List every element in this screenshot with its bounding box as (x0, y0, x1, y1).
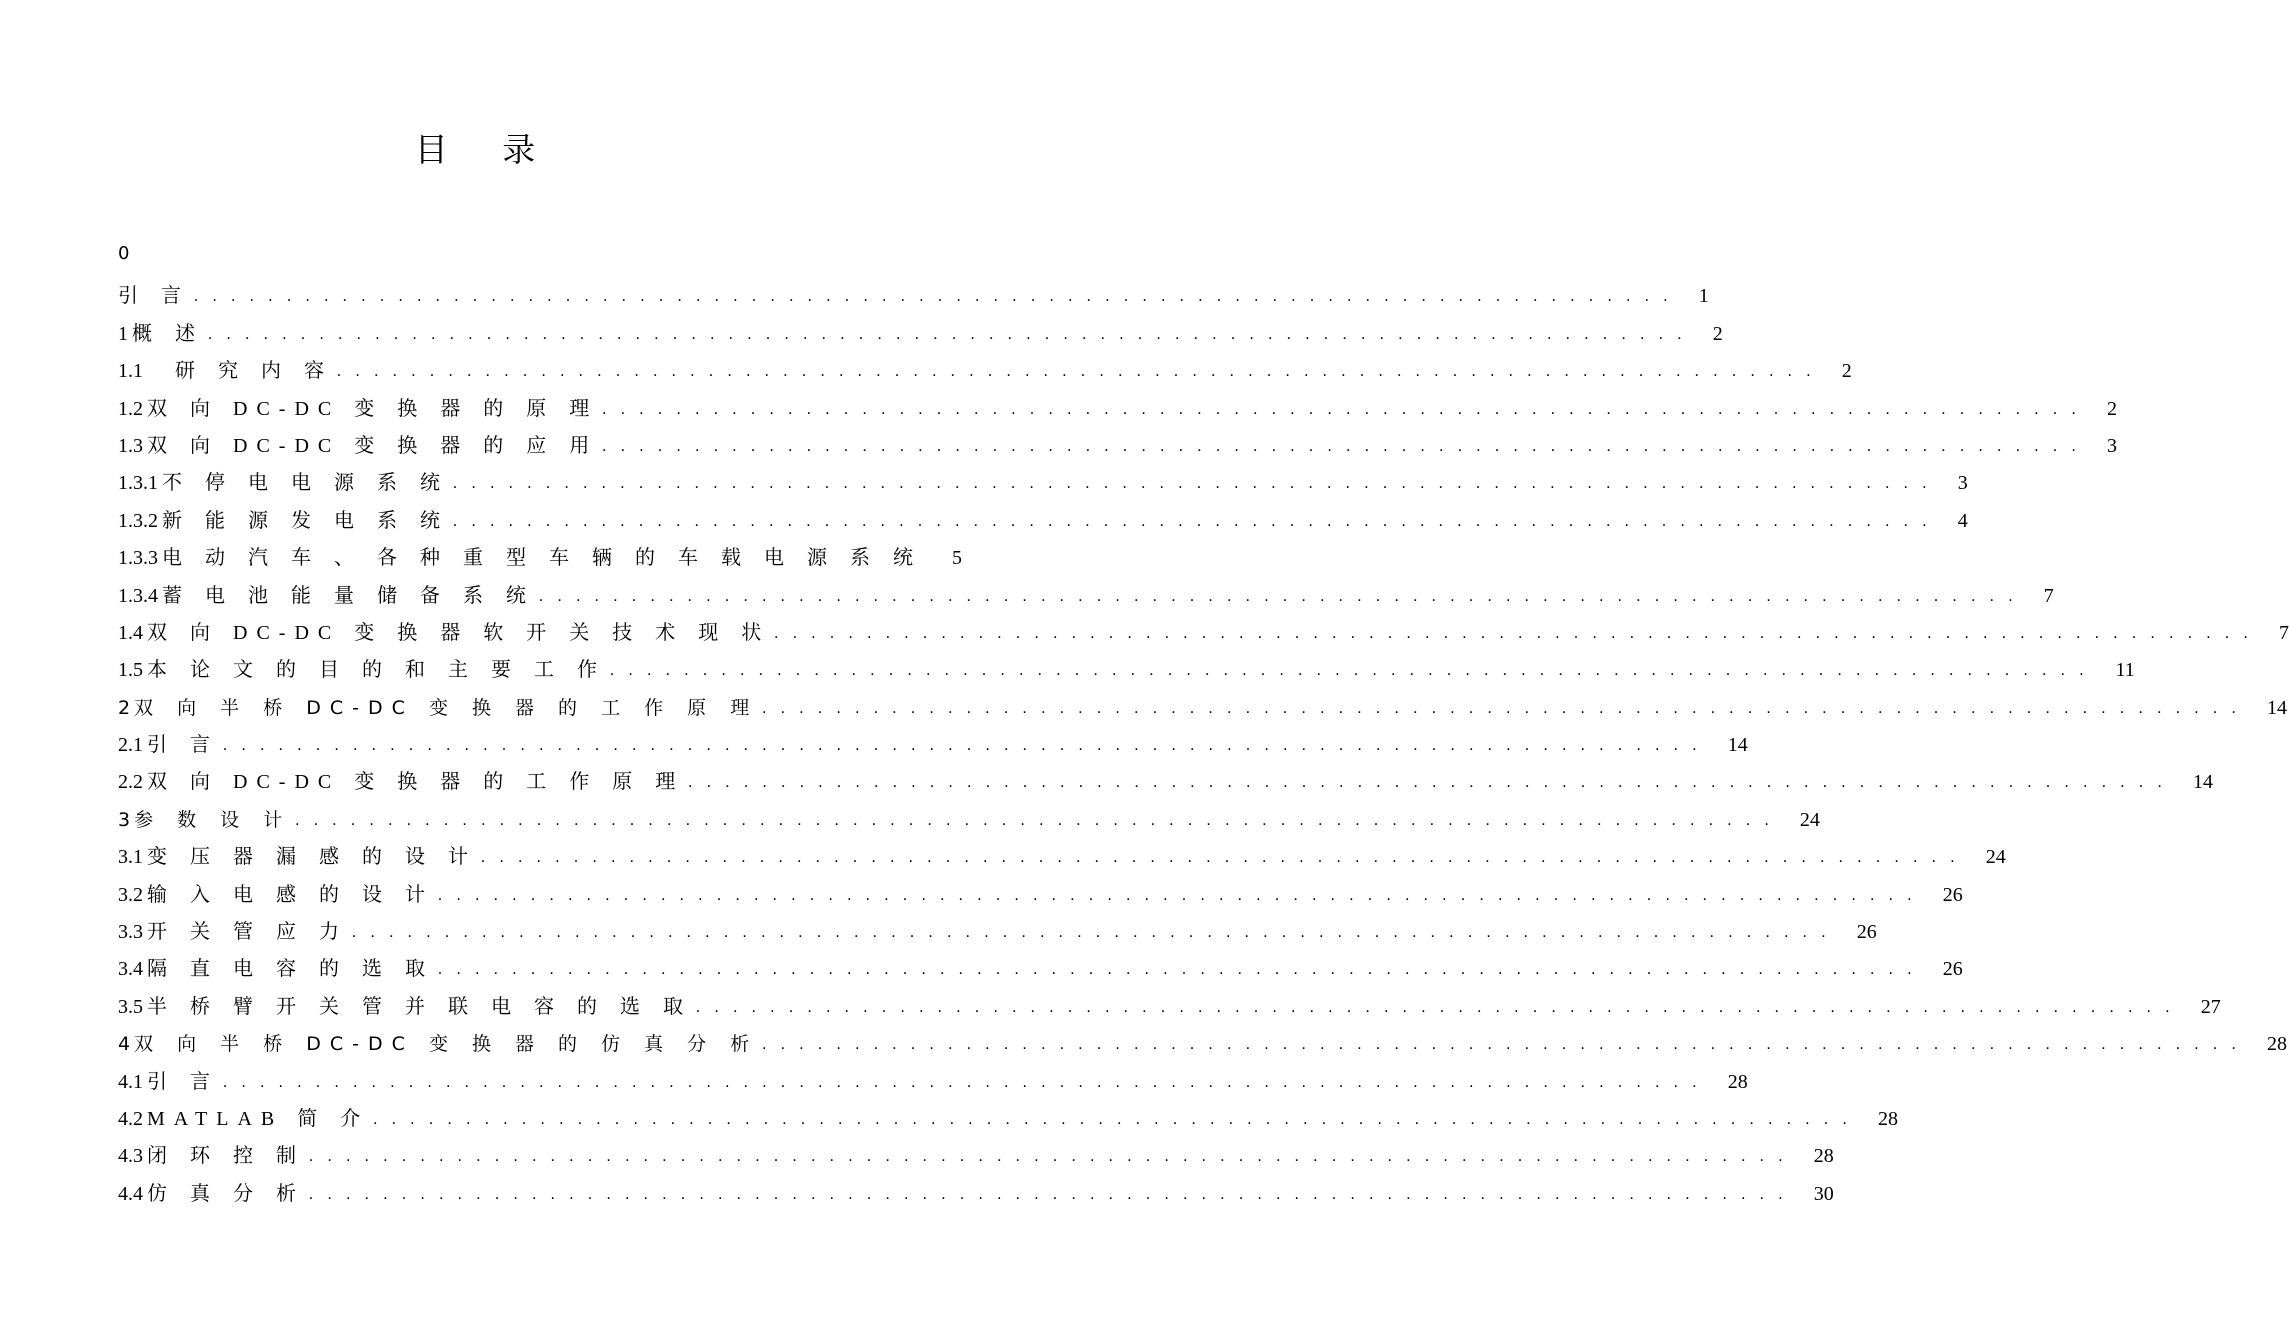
toc-entry-number: 2.1 (118, 734, 143, 757)
toc-entry-number: 1.5 (118, 659, 143, 682)
toc-entry-title: 变 压 器 漏 感 的 设 计 (147, 846, 477, 869)
toc-entry-number: 3.3 (118, 921, 143, 944)
toc-entry-page: 14 (1727, 734, 1748, 757)
toc-entry-number: 3.4 (118, 958, 143, 981)
toc-entry-number: 1.3 (118, 434, 143, 457)
toc-dot-leader: . . . . . . . . . . . . . . . . . . . . . . . . . . . . . . . . . . . . . . . . . . . . . . . . . . . . . . . . . . . . . . . . . . . . . . . . . . . . . . . . (453, 512, 1932, 530)
toc-dot-leader: . . . . . . . . . . . . . . . . . . . . . . . . . . . . . . . . . . . . . . . . . . . . . . . . . . . . . . . . . . . . . . . . . . . . . . . . . . . . . . . . (223, 737, 1702, 755)
toc-entry-page: 28 (2266, 1033, 2287, 1056)
toc-entry-title: 输 入 电 感 的 设 计 (147, 883, 434, 906)
toc-entry[interactable] (118, 422, 2117, 459)
toc-entry[interactable] (118, 1132, 1834, 1169)
toc-entry-title: 双 向 半 桥 DC-DC 变 换 器 的 工 作 原 理 (134, 696, 759, 719)
toc-entry-label (118, 1106, 373, 1132)
toc-entry-number: 3.1 (118, 846, 143, 869)
toc-entry-page: 28 (1813, 1145, 1834, 1168)
toc-entry-label (118, 583, 539, 609)
toc-entry-label (118, 620, 774, 646)
toc-entry-page: 30 (1813, 1182, 1834, 1205)
toc-dot-leader: . . . . . . . . . . . . . . . . . . . . . . . . . . . . . . . . . . . . . . . . . . . . . . . . . . . . . . . . . . . . . . . . . . . . . . . . . . . . . . . . (610, 662, 2089, 680)
toc-entry[interactable] (118, 795, 1820, 832)
toc-entry-title: 引 言 (118, 285, 190, 308)
toc-entry-title: 双 向 DC-DC 变 换 器 的 应 用 (147, 434, 599, 457)
toc-entry[interactable] (118, 683, 2287, 720)
toc-entry-page: 14 (2266, 696, 2287, 719)
toc-entry-page: 26 (1942, 958, 1963, 981)
toc-entry[interactable] (118, 758, 2213, 795)
table-of-contents (118, 272, 2289, 1207)
toc-entry-number: 4.1 (118, 1070, 143, 1093)
toc-entry-page: 27 (2200, 995, 2221, 1018)
toc-entry[interactable] (118, 1095, 1898, 1132)
toc-entry-label (118, 769, 688, 795)
toc-entry[interactable] (118, 1057, 1748, 1094)
toc-entry-title: 隔 直 电 容 的 选 取 (147, 958, 434, 981)
toc-entry-page: 24 (1985, 846, 2006, 869)
toc-entry-number: 1.3.2 (118, 509, 158, 532)
toc-entry[interactable] (118, 534, 962, 571)
toc-entry-page: 3 (2106, 434, 2117, 457)
toc-dot-leader: . . . . . . . . . . . . . . . . . . . . . . . . . . . . . . . . . . . . . . . . . . . . . . . . . . . . . . . . . . . . . . . . . . . . . . . . . . . . . . . . (309, 1148, 1788, 1166)
toc-entry-page: 4 (1957, 509, 1968, 532)
toc-entry-number: 1.3.1 (118, 472, 158, 495)
toc-dot-leader: . . . . . . . . . . . . . . . . . . . . . . . . . . . . . . . . . . . . . . . . . . . . . . . . . . . . . . . . . . . . . . . . . . . . . . . . . . . . . . . . (453, 475, 1932, 493)
toc-entry-number: 4.3 (118, 1145, 143, 1168)
toc-dot-leader: . . . . . . . . . . . . . . . . . . . . . . . . . . . . . . . . . . . . . . . . . . . . . . . . . . . . . . . . . . . . . . . . . . . . . . . . . . . . . . . . (539, 587, 2018, 605)
toc-entry-page: 11 (2115, 659, 2135, 682)
toc-entry[interactable] (118, 309, 1723, 346)
toc-entry-page: 5 (952, 547, 962, 570)
toc-entry[interactable] (118, 1020, 2287, 1057)
toc-entry-number: 1.3.3 (118, 547, 158, 570)
toc-entry-title: 参 数 设 计 (134, 808, 292, 831)
toc-entry-page: 3 (1957, 472, 1968, 495)
toc-entry-page: 7 (2278, 621, 2289, 644)
toc-dot-leader: . . . . . . . . . . . . . . . . . . . . . . . . . . . . . . . . . . . . . . . . . . . . . . . . . . . . . . . . . . . . . . . . . . . . . . . . . . . . . . . . (295, 811, 1774, 829)
toc-entry-number: 3 (118, 808, 131, 831)
toc-entry[interactable] (118, 833, 2006, 870)
toc-entry-number: 4.2 (118, 1107, 143, 1130)
toc-entry-label (118, 545, 926, 571)
toc-entry-title: 引 言 (147, 734, 219, 757)
toc-entry-label (118, 657, 610, 683)
toc-entry-title: 电 动 汽 车 、 各 种 重 型 车 辆 的 车 载 电 源 系 统 (162, 547, 922, 570)
top-number: 0 (118, 243, 130, 264)
page-title: 目 录 (414, 130, 558, 169)
toc-entry-title: 闭 环 控 制 (147, 1145, 305, 1168)
toc-entry-label (118, 508, 453, 534)
toc-entry-page: 26 (1856, 921, 1877, 944)
toc-entry[interactable] (118, 908, 1877, 945)
toc-dot-leader: . . . . . . . . . . . . . . . . . . . . . . . . . . . . . . . . . . . . . . . . . . . . . . . . . . . . . . . . . . . . . . . . . . . . . . . . . . . . . . . . (438, 961, 1917, 979)
toc-entry-number: 2.2 (118, 771, 143, 794)
toc-entry[interactable] (118, 646, 2135, 683)
toc-dot-leader: . . . . . . . . . . . . . . . . . . . . . . . . . . . . . . . . . . . . . . . . . . . . . . . . . . . . . . . . . . . . . . . . . . . . . . . . . . . . . . . . (688, 774, 2167, 792)
toc-entry-title: 双 向 DC-DC 变 换 器 的 工 作 原 理 (147, 771, 685, 794)
toc-dot-leader: . . . . . . . . . . . . . . . . . . . . . . . . . . . . . . . . . . . . . . . . . . . . . . . . . . . . . . . . . . . . . . . . . . . . . . . . . . . . . . . . (194, 288, 1673, 306)
toc-entry-page: 2 (2106, 397, 2117, 420)
toc-entry-page: 1 (1698, 285, 1709, 308)
toc-entry-title: 开 关 管 应 力 (147, 921, 348, 944)
toc-dot-leader: . . . . . . . . . . . . . . . . . . . . . . . . . . . . . . . . . . . . . . . . . . . . . . . . . . . . . . . . . . . . . . . . . . . . . . . . . . . . . . . . (774, 624, 2253, 642)
toc-entry-page: 24 (1799, 808, 1820, 831)
toc-dot-leader: . . . . . . . . . . . . . . . . . . . . . . . . . . . . . . . . . . . . . . . . . . . . . . . . . . . . . . . . . . . . . . . . . . . . . . . . . . . . . . . . (696, 998, 2175, 1016)
toc-entry-number: 3.2 (118, 883, 143, 906)
toc-entry-number: 1.4 (118, 621, 143, 644)
toc-entry[interactable] (118, 272, 1709, 309)
toc-entry-label (118, 956, 438, 982)
toc-entry-title: 新 能 源 发 电 系 统 (162, 509, 449, 532)
toc-entry-title: 双 向 半 桥 DC-DC 变 换 器 的 仿 真 分 析 (134, 1033, 759, 1056)
toc-dot-leader: . . . . . . . . . . . . . . . . . . . . . . . . . . . . . . . . . . . . . . . . . . . . . . . . . . . . . . . . . . . . . . . . . . . . . . . . . . . . . . . . (309, 1185, 1788, 1203)
toc-entry-page: 14 (2192, 771, 2213, 794)
toc-entry-page: 7 (2043, 584, 2054, 607)
toc-entry-number: 1 (118, 322, 128, 345)
toc-entry-title: 不 停 电 电 源 系 统 (162, 472, 449, 495)
toc-entry-number: 1.2 (118, 397, 143, 420)
toc-entry-label (118, 919, 352, 945)
toc-entry-page: 28 (1877, 1107, 1898, 1130)
toc-entry[interactable] (118, 496, 1968, 533)
toc-entry-title: 双 向 DC-DC 变 换 器 软 开 关 技 术 现 状 (147, 621, 771, 644)
toc-entry[interactable] (118, 384, 2117, 421)
toc-entry[interactable] (118, 870, 1963, 907)
toc-entry-title: 引 言 (147, 1070, 219, 1093)
toc-dot-leader: . . . . . . . . . . . . . . . . . . . . . . . . . . . . . . . . . . . . . . . . . . . . . . . . . . . . . . . . . . . . . . . . . . . . . . . . . . . . . . . . (337, 363, 1816, 381)
toc-entry-label (118, 321, 208, 347)
toc-entry-title: 研 究 内 容 (147, 360, 333, 383)
toc-entry-label (118, 470, 453, 496)
toc-entry[interactable] (118, 721, 1748, 758)
toc-dot-leader: . . . . . . . . . . . . . . . . . . . . . . . . . . . . . . . . . . . . . . . . . . . . . . . . . . . . . . . . . . . . . . . . . . . . . . . . . . . . . . . . (762, 1036, 2241, 1054)
toc-entry[interactable] (118, 571, 2054, 608)
toc-entry[interactable] (118, 982, 2221, 1019)
toc-entry-label (118, 396, 602, 422)
toc-entry-number: 1.3.4 (118, 584, 158, 607)
toc-entry-title: 双 向 DC-DC 变 换 器 的 原 理 (147, 397, 599, 420)
toc-entry-number: 3.5 (118, 995, 143, 1018)
toc-entry-label (118, 1031, 762, 1057)
toc-entry[interactable] (118, 459, 1968, 496)
toc-entry-label (118, 433, 602, 459)
toc-entry-number: 1.1 (118, 360, 143, 383)
toc-entry-number: 4 (118, 1033, 131, 1056)
toc-entry-page: 2 (1841, 360, 1852, 383)
toc-entry-label (118, 882, 438, 908)
toc-entry-number: 2 (118, 696, 131, 719)
toc-entry-title: 半 桥 臂 开 关 管 并 联 电 容 的 选 取 (147, 995, 692, 1018)
toc-entry-title: MATLAB 简 介 (147, 1107, 370, 1130)
toc-entry-number: 4.4 (118, 1182, 143, 1205)
toc-entry[interactable] (118, 1169, 1834, 1206)
toc-dot-leader: . . . . . . . . . . . . . . . . . . . . . . . . . . . . . . . . . . . . . . . . . . . . . . . . . . . . . . . . . . . . . . . . . . . . . . . . . . . . . . . . (223, 1073, 1702, 1091)
toc-entry-label (118, 283, 194, 309)
toc-entry-label (118, 695, 762, 721)
toc-dot-leader: . . . . . . . . . . . . . . . . . . . . . . . . . . . . . . . . . . . . . . . . . . . . . . . . . . . . . . . . . . . . . . . . . . . . . . . . . . . . . . . . (438, 886, 1917, 904)
toc-dot-leader: . . . . . . . . . . . . . . . . . . . . . . . . . . . . . . . . . . . . . . . . . . . . . . . . . . . . . . . . . . . . . . . . . . . . . . . . . . . . . . . . (373, 1110, 1852, 1128)
toc-entry[interactable] (118, 945, 1963, 982)
toc-dot-leader: . . . . . . . . . . . . . . . . . . . . . . . . . . . . . . . . . . . . . . . . . . . . . . . . . . . . . . . . . . . . . . . . . . . . . . . . . . . . . . . . (602, 400, 2081, 418)
toc-entry-label (118, 1181, 309, 1207)
toc-dot-leader: . . . . . . . . . . . . . . . . . . . . . . . . . . . . . . . . . . . . . . . . . . . . . . . . . . . . . . . . . . . . . . . . . . . . . . . . . . . . . . . . (352, 924, 1831, 942)
toc-entry-label (118, 844, 481, 870)
toc-entry-page: 28 (1727, 1070, 1748, 1093)
toc-dot-leader: . . . . . . . . . . . . . . . . . . . . . . . . . . . . . . . . . . . . . . . . . . . . . . . . . . . . . . . . . . . . . . . . . . . . . . . . . . . . . . . . (762, 699, 2241, 717)
toc-entry-label (118, 807, 295, 833)
toc-entry-title: 概 述 (132, 322, 204, 345)
toc-entry-page: 26 (1942, 883, 1963, 906)
toc-entry-title: 蓄 电 池 能 量 储 备 系 统 (162, 584, 535, 607)
toc-entry-label (118, 732, 223, 758)
toc-dot-leader: . . . . . . . . . . . . . . . . . . . . . . . . . . . . . . . . . . . . . . . . . . . . . . . . . . . . . . . . . . . . . . . . . . . . . . . . . . . . . . . . (602, 437, 2081, 455)
toc-dot-leader: . . . . . . . . . . . . . . . . . . . . . . . . . . . . . . . . . . . . . . . . . . . . . . . . . . . . . . . . . . . . . . . . . . . . . . . . . . . . . . . . (481, 849, 1960, 867)
toc-entry-title: 本 论 文 的 目 的 和 主 要 工 作 (147, 659, 606, 682)
toc-dot-leader: . . . . . . . . . . . . . . . . . . . . . . . . . . . . . . . . . . . . . . . . . . . . . . . . . . . . . . . . . . . . . . . . . . . . . . . . . . . . . . . . (208, 325, 1687, 343)
toc-entry-label (118, 1069, 223, 1095)
toc-entry[interactable] (118, 609, 2289, 646)
toc-entry-page: 2 (1712, 322, 1723, 345)
toc-entry[interactable] (118, 347, 1852, 384)
toc-entry-title: 仿 真 分 析 (147, 1182, 305, 1205)
toc-entry-label (118, 994, 696, 1020)
toc-entry-label (118, 358, 337, 384)
toc-entry-label (118, 1143, 309, 1169)
